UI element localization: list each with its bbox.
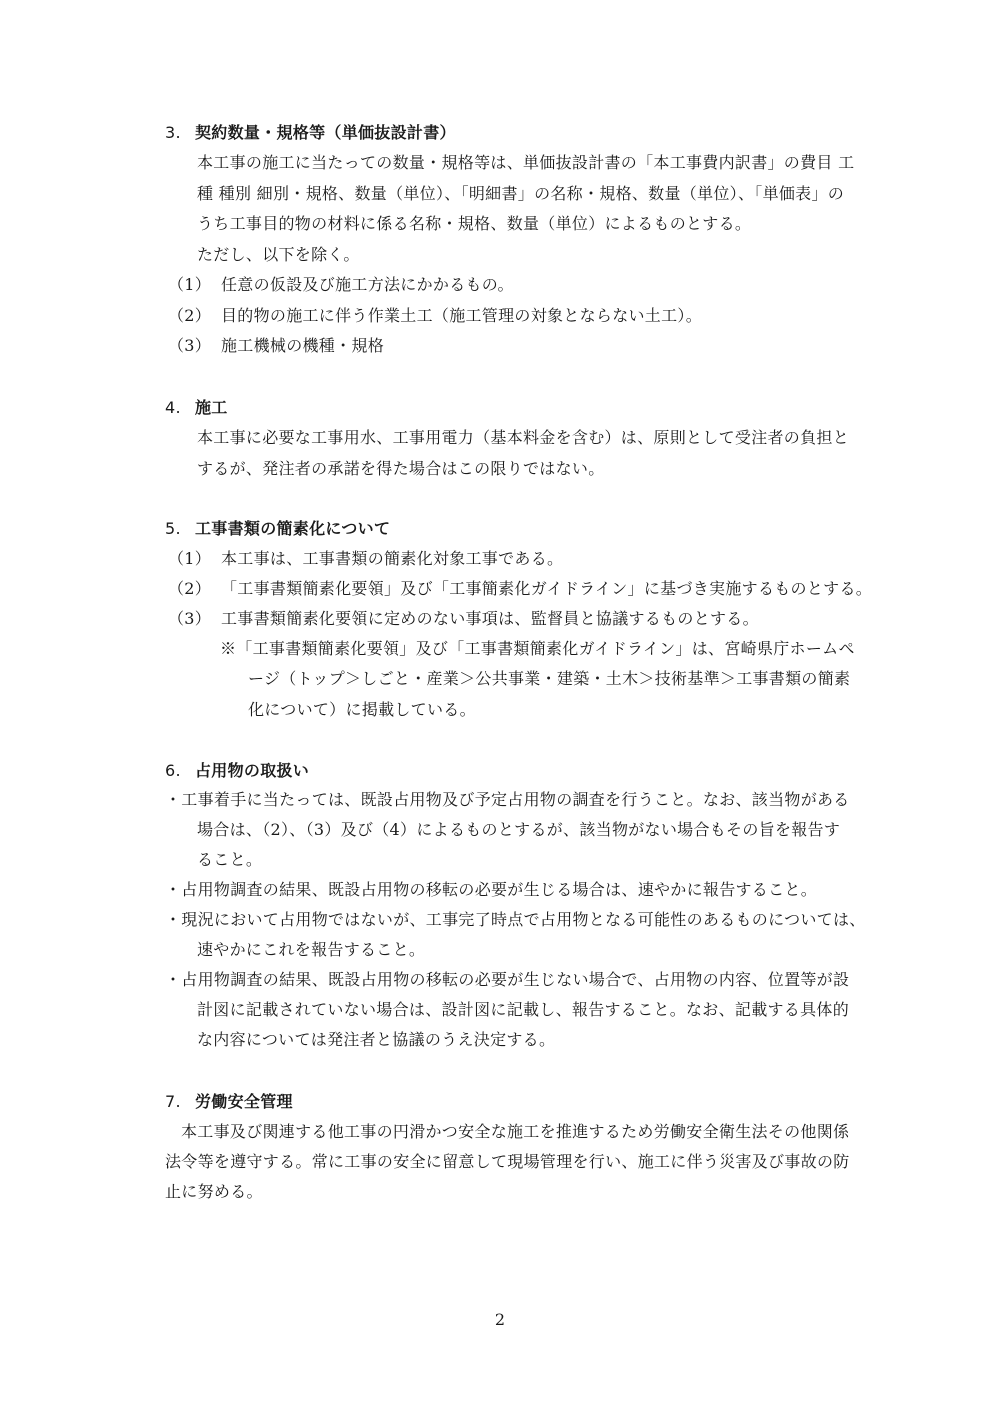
item-marker: （3） [168,336,212,355]
item-text: 本工事は、工事書類の簡素化対象工事である。 [221,549,564,568]
section-3-heading [165,122,456,144]
section-5-number: 5. [165,519,181,538]
section-5-title: 工事書類の簡素化について [195,519,391,538]
section-4-para-line-1: 本工事に必要な工事用水、工事用電力（基本料金を含む）は、原則として受注者の負担と [197,428,850,447]
section-5-note-line-1: ※「工事書類簡素化要領」及び「工事書類簡素化ガイドライン」は、宮崎県庁ホームペ [220,639,855,658]
item-text: 任意の仮設及び施工方法にかかるもの。 [221,275,514,294]
item-text: 工事書類簡素化要領に定めのない事項は、監督員と協議するものとする。 [221,609,759,628]
item-text: 施工機械の機種・規格 [221,336,385,355]
section-6-bullet-line-8: 計図に記載されていない場合は、設計図に記載し、報告すること。なお、記載する具体的 [197,1000,850,1019]
section-7-para-line-2: 法令等を遵守する。常に工事の安全に留意して現場管理を行い、施工に伴う災害及び事故の防 [165,1152,850,1171]
section-7-para-line-3: 止に努める。 [165,1182,263,1201]
section-3-para-line-2: 種 種別 細別・規格、数量（単位）、「明細書」の名称・規格、数量（単位）、「単価表」の [197,184,845,203]
section-6-heading [165,760,309,782]
section-6-number: 6. [165,761,181,780]
section-5-note-line-2: ージ（トップ＞しごと・産業＞公共事業・建築・土木＞技術基準＞工事書類の簡素 [248,669,851,688]
section-6-bullet-line-9: な内容については発注者と協議のうえ決定する。 [197,1030,556,1049]
section-4-para-line-2: するが、発注者の承諾を得た場合はこの限りではない。 [197,459,605,478]
section-3-item-2 [168,305,702,327]
section-5-item-1 [168,548,563,570]
section-6-bullet-line-2: 場合は、（2）、（3）及び（4）によるものとするが、該当物がない場合もその旨を報告す [197,820,841,839]
section-6-bullet-line-4: ・占用物調査の結果、既設占用物の移転の必要が生じる場合は、速やかに報告すること。 [165,880,818,899]
section-3-item-1 [168,274,514,296]
item-marker: （3） [168,609,212,628]
section-4-number: 4. [165,398,181,417]
section-6-bullet-line-6: 速やかにこれを報告すること。 [197,940,426,959]
section-3-para-line-4: ただし、以下を除く。 [197,245,360,264]
section-3-title: 契約数量・規格等（単価抜設計書） [195,123,456,142]
section-5-heading [165,518,390,540]
section-3-number: 3. [165,123,181,142]
section-4-heading [165,397,228,419]
section-4-title: 施工 [195,398,228,417]
section-6-bullet-line-3: ること。 [197,850,263,869]
section-7-title: 労働安全管理 [195,1092,293,1111]
item-marker: （2） [168,306,212,325]
section-6-title: 占用物の取扱い [195,761,310,780]
section-6-bullet-line-5: ・現況において占用物ではないが、工事完了時点で占用物となる可能性のあるものについては、 [165,910,866,929]
section-5-note-line-3: 化について）に掲載している。 [248,700,476,719]
section-3-para-line-3: うち工事目的物の材料に係る名称・規格、数量（単位）によるものとする。 [197,214,752,233]
section-3-para-line-1: 本工事の施工に当たっての数量・規格等は、単価抜設計書の「本工事費内訳書」の費目 工 [197,153,855,172]
item-text: 「工事書類簡素化要領」及び「工事簡素化ガイドライン」に基づき実施するものとする。 [221,579,873,598]
item-marker: （2） [168,579,212,598]
page-number: 2 [494,1310,506,1329]
section-3-item-3 [168,335,384,357]
section-7-heading [165,1091,293,1113]
section-5-item-3 [168,608,759,630]
item-marker: （1） [168,275,212,294]
section-5-item-2 [168,578,872,600]
item-marker: （1） [168,549,212,568]
section-7-para-line-1: 本工事及び関連する他工事の円滑かつ安全な施工を推進するため労働安全衛生法その他関係 [181,1122,850,1141]
section-6-bullet-line-1: ・工事着手に当たっては、既設占用物及び予定占用物の調査を行うこと。なお、該当物がある [165,790,850,809]
section-6-bullet-line-7: ・占用物調査の結果、既設占用物の移転の必要が生じない場合で、占用物の内容、位置等が設 [165,970,850,989]
section-7-number: 7. [165,1092,181,1111]
item-text: 目的物の施工に伴う作業土工（施工管理の対象とならない土工）。 [221,306,703,325]
